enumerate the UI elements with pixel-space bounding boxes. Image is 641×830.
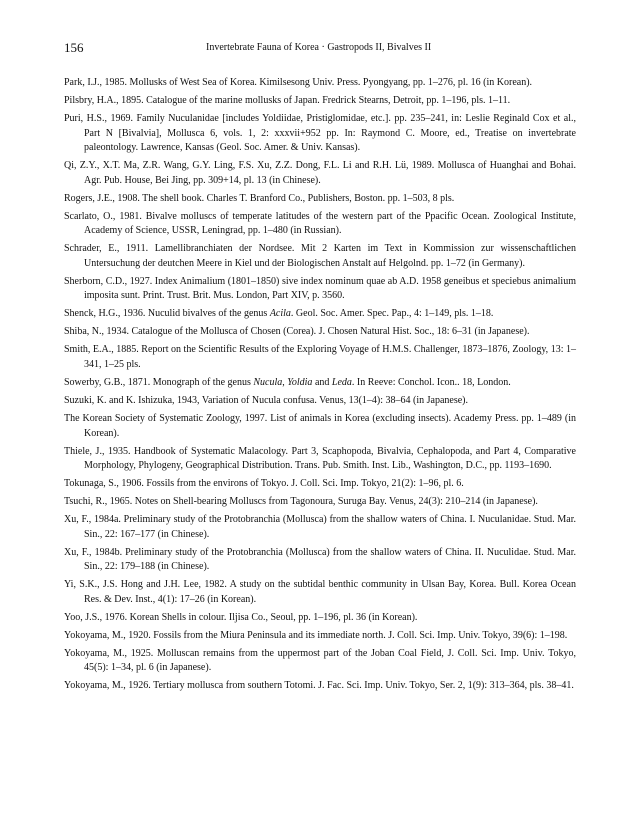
reference-text: Park, I.J., 1985. Mollusks of West Sea of Korea. Kimilsesong Univ. Press. Pyongyang, pp. 1–276, pl. 16 (in Korean). [64, 77, 533, 88]
reference-text: Yokoyama, M., 1920. Fossils from the Miura Peninsula and its immediate north. J. Coll. Sci. Imp. Univ. Tokyo, 39(6): 1–198. [64, 629, 568, 641]
reference-text: Yokoyama, M., 1925. Molluscan remains from the uppermost part of the Joban Coal Field, J. Coll. Sci. Imp. Univ. Tokyo, 45(5): 1–34, pl. 6 (in Japanese). [64, 647, 576, 674]
reference-text: Sherborn, C.D., 1927. Index Animalium (1801–1850) sive index nominum quae ab A.D. 1958 geneibus et speciebus animalium imposita sunt. Print. Trust. Brit. Mus. London, Part XIV, p. 3560. [64, 275, 576, 302]
reference-text: Xu, F., 1984b. Preliminary study of the Protobranchia (Mollusca) from the shallow waters of China. II. Nuculidae. Stud. Mar. Sin., 22: 179–188 (in Chinese). [64, 546, 576, 573]
reference-entry [64, 647, 576, 676]
reference-entry [64, 394, 576, 409]
reference-text: Scarlato, O., 1981. Bivalve molluscs of temperate latitudes of the western part of the Ppacific Ocean. Zoological Institute, Academy of Science, USSR, Leningrad, pp. 1–480 (in Russian). [64, 210, 576, 237]
reference-text: Pilsbry, H.A., 1895. Catalogue of the marine mollusks of Japan. Fredrick Stearns, Detroit, pp. 1–196, pls. 1–11. [64, 94, 511, 106]
reference-entry [64, 679, 576, 694]
reference-entry [64, 159, 576, 188]
reference-text: Yokoyama, M., 1926. Tertiary mollusca from southern Totomi. J. Fac. Sci. Imp. Univ. Tokyo, Ser. 2, 1(9): 313–364, pls. 38–41. [64, 680, 574, 692]
genus-name: Leda [331, 376, 352, 388]
reference-text: and [312, 376, 332, 388]
reference-entry [64, 513, 576, 542]
reference-text: Tsuchi, R., 1965. Notes on Shell-bearing Molluscs from Tagonoura, Suruga Bay. Venus, 24(3): 210–214 (in Japanese). [64, 496, 538, 508]
reference-entry [64, 275, 576, 304]
reference-entry [64, 477, 576, 492]
reference-text: Thiele, J., 1935. Handbook of Systematic Malacology. Part 3, Scaphopoda, Bivalvia, Cephalopoda, and Part 4, Comparative Morphology, Phylogeny, Geographical Distribution. Trans. Pub. Smith. Inst. Lib., Washington, D.C., pp. 1193–1690. [64, 445, 576, 472]
reference-list [64, 76, 576, 697]
reference-text: . In Reeve: Conchol. Icon.. 18, London. [351, 376, 511, 388]
reference-text: Xu, F., 1984a. Preliminary study of the Protobranchia (Mollusca) from the shallow waters of China. I. Nuculanidae. Stud. Mar. Sin., 22: 167–177 (in Chinese). [64, 514, 576, 540]
reference-entry [64, 629, 576, 644]
reference-text: Tokunaga, S., 1906. Fossils from the environs of Tokyo. J. Coll. Sci. Imp. Tokyo, 21(2): 1–96, pl. 6. [64, 478, 464, 490]
reference-text: Suzuki, K. and K. Ishizuka, 1943, Variation of Nucula confusa. Venus, 13(1–4): 38–64 (in Japanese). [64, 394, 468, 406]
page-number: 156 [64, 40, 84, 55]
reference-entry [64, 94, 576, 109]
reference-text: Sowerby, G.B., 1871. Monograph of the genus [64, 376, 254, 388]
reference-text: , [282, 376, 288, 388]
reference-text: Shiba, N., 1934. Catalogue of the Mollusca of Chosen (Corea). J. Chosen Natural Hist. Soc., 18: 6–31 (in Japanese). [64, 326, 530, 338]
reference-text: Puri, H.S., 1969. Family Nuculanidae [includes Yoldiidae, Pristiglomidae, etc.]. pp. 235–241, in: Leslie Reginald Cox et al., Part N [Bivalvia], Mollusca 6, vols. 1, 2: xxxvii+952 pp. In: Raymond C. Moore, ed., Treatise on invertebrate paleontology. Lawrence, Kansas (Geol. Soc. Amer. & Univ. Kansas). [64, 112, 576, 154]
genus-name: Nucula [253, 376, 283, 388]
reference-entry [64, 112, 576, 156]
reference-text: Qi, Z.Y., X.T. Ma, Z.R. Wang, G.Y. Ling, F.S. Xu, Z.Z. Dong, F.L. Li and R.H. Lü, 1989. Mollusca of Huanghai and Bohai. Agr. Pub. House, Bei Jing, pp. 309+14, pl. 13 (in Chinese). [64, 160, 576, 186]
running-head: Invertebrate Fauna of Korea · Gastropods II, Bivalves II [206, 42, 432, 53]
reference-entry [64, 210, 576, 239]
reference-text: Rogers, J.E., 1908. The shell book. Charles T. Branford Co., Publishers, Boston. pp. 1–503, 8 pls. [64, 192, 455, 204]
reference-entry [64, 343, 576, 372]
reference-text: . Geol. Soc. Amer. Spec. Pap., 4: 1–149, pls. 1–18. [290, 308, 494, 320]
reference-entry [64, 307, 576, 322]
reference-text: Schrader, E., 1911. Lamellibranchiaten der Nordsee. Mit 2 Karten im Text in Kommission zur wissenschaftlichen Untersuchung der deutchen Meere in Kiel und der Biologischen Anstalt auf Helgolnd. pp. 1–72 (in Germany). [64, 243, 576, 269]
genus-name: Acila [269, 308, 291, 320]
reference-entry [64, 325, 576, 340]
reference-text: The Korean Society of Systematic Zoology, 1997. List of animals in Korea (excluding insects). Academy Press. pp. 1–489 (in Korean). [64, 412, 576, 439]
reference-entry [64, 376, 576, 391]
reference-text: Shenck, H.G., 1936. Nuculid bivalves of the genus [64, 308, 270, 320]
reference-entry [64, 495, 576, 510]
reference-entry [64, 578, 576, 607]
reference-entry [64, 76, 576, 91]
reference-text: Smith, E.A., 1885. Report on the Scientific Results of the Exploring Voyage of H.M.S. Challenger, 1873–1876, Zoology, 13: 1–341, 1–25 pls. [64, 344, 576, 370]
genus-name: Yoldia [287, 376, 313, 388]
reference-entry [64, 192, 576, 207]
reference-text: Yoo, J.S., 1976. Korean Shells in colour. Iljisa Co., Seoul, pp. 1–196, pl. 36 (in Korean). [64, 611, 418, 623]
reference-entry [64, 412, 576, 441]
reference-entry [64, 546, 576, 575]
reference-entry [64, 445, 576, 474]
reference-text: Yi, S.K., J.S. Hong and J.H. Lee, 1982. A study on the subtidal benthic community in Ulsan Bay, Korea. Bull. Korea Ocean Res. & Dev. Inst., 4(1): 17–26 (in Korean). [64, 579, 576, 605]
page-header [64, 40, 576, 56]
reference-entry [64, 611, 576, 626]
reference-entry [64, 242, 576, 271]
